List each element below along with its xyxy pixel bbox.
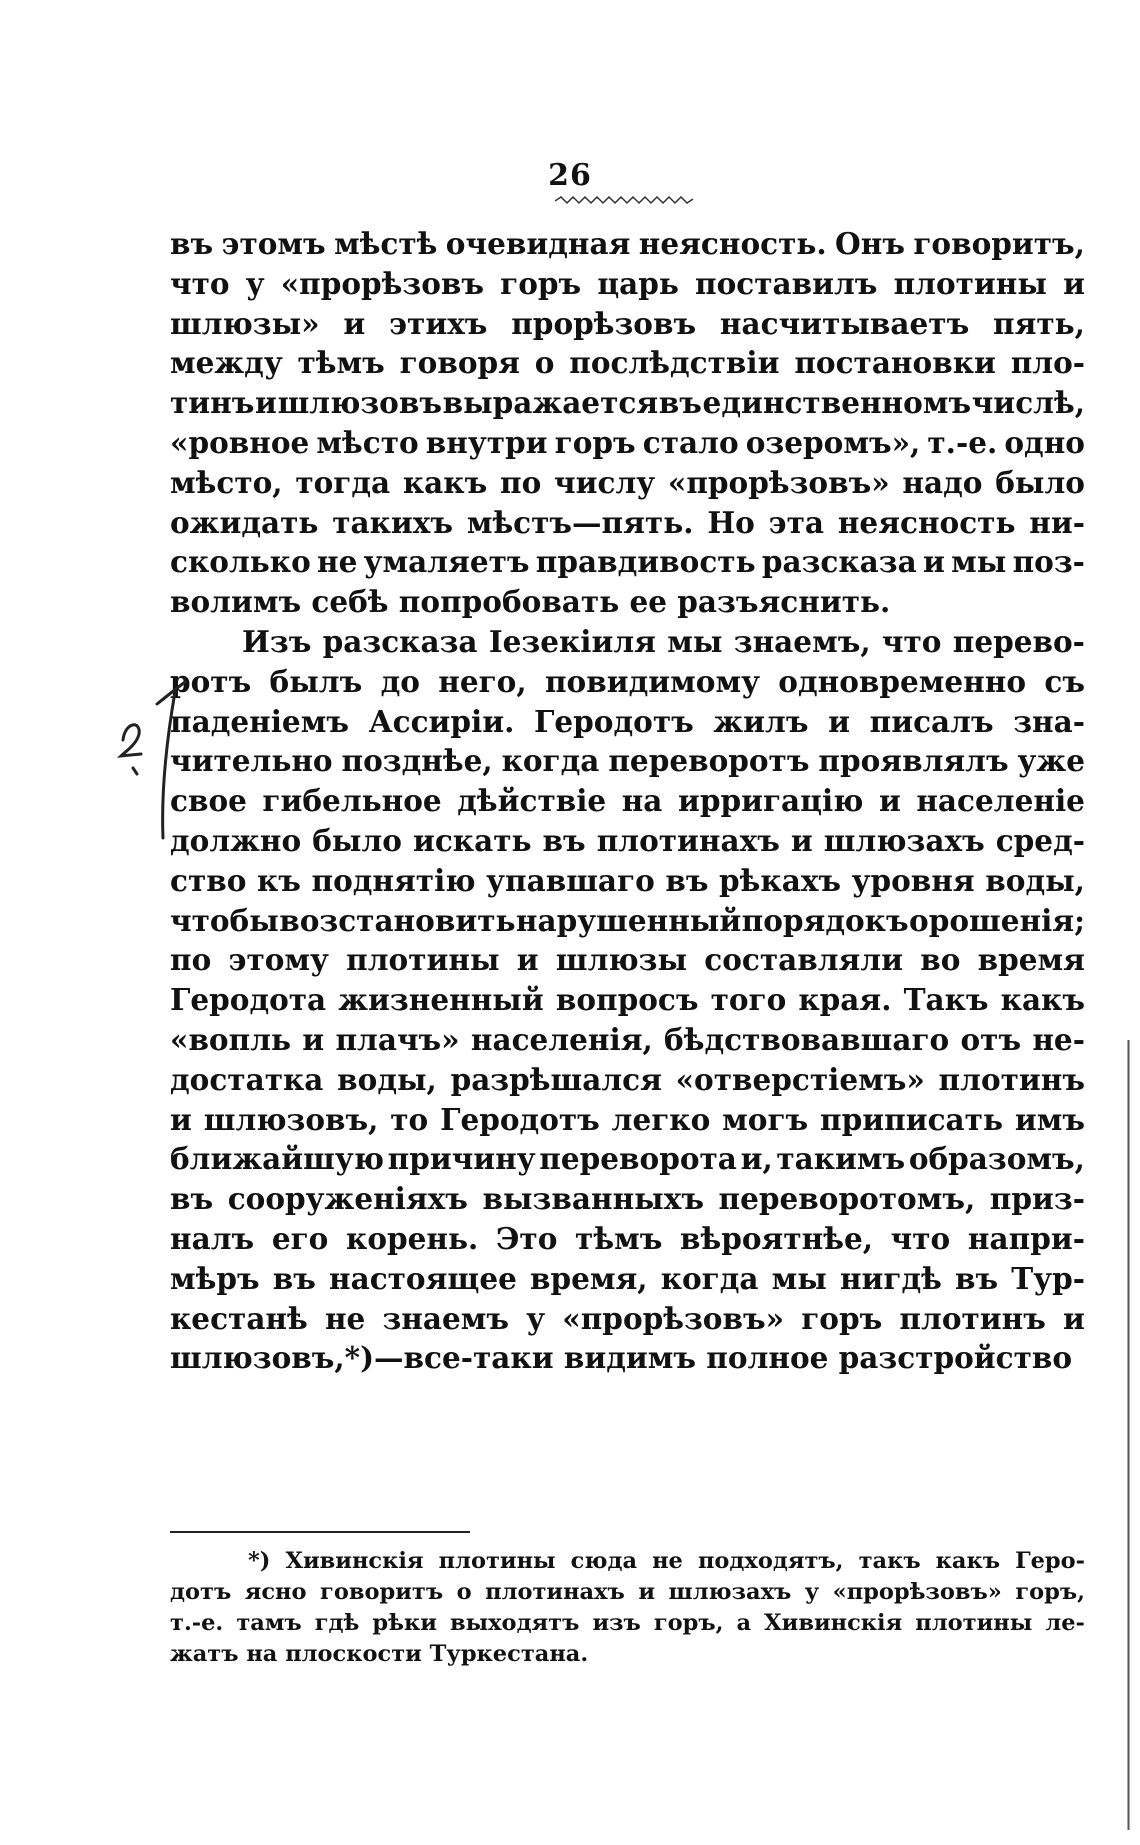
text-line: мѣръ въ настоящее время, когда мы нигдѣ въ Тур- (170, 1260, 1085, 1296)
text-line: шлюзовъ,*)—все-таки видимъ полное разстройство (170, 1340, 1073, 1376)
text-line: что у «прорѣзовъ горъ царь поставилъ плотины и (170, 265, 1085, 301)
text-line: ближайшую причину переворота и, такимъ образомъ, (170, 1141, 1085, 1177)
text-line: Изъ разсказа Іезекіиля мы знаемъ, что перево- (242, 623, 1085, 659)
text-line: въ сооруженіяхъ вызванныхъ переворотомъ, приз- (170, 1181, 1085, 1217)
text-line: Геродота жизненный вопросъ того края. Такъ какъ (170, 982, 1085, 1018)
text-line: паденіемъ Ассиріи. Геродотъ жилъ и писалъ зна- (170, 703, 1085, 739)
text-line: тинъ и шлюзовъ выражается въ единственномъ числѣ, (170, 385, 1085, 421)
text-line: и шлюзовъ, то Геродотъ легко могъ приписать имъ (170, 1101, 1085, 1137)
page-number-ornament (555, 196, 695, 206)
text-line: чительно позднѣе, когда переворотъ проявлялъ уже (170, 743, 1085, 779)
body-text (170, 224, 1085, 1378)
text-line: «вопль и плачъ» населенія, бѣдствовавшаго отъ не- (170, 1021, 1085, 1057)
text-line: между тѣмъ говоря о послѣдствіи постановки пло- (170, 345, 1085, 381)
text-line: въ этомъ мѣстѣ очевидная неясность. Онъ говоритъ, (170, 226, 1085, 261)
footnote-divider (170, 1531, 470, 1533)
footnote-line: жатъ на плоскости Туркестана. (170, 1641, 589, 1667)
footnote-line: *) Хивинскія плотины сюда не подходятъ, такъ какъ Геро- (248, 1548, 1085, 1574)
footnote (170, 1546, 1085, 1670)
text-line: достатка воды, разрѣшался «отверстіемъ» плотинъ (170, 1061, 1085, 1097)
text-line: по этому плотины и шлюзы составляли во время (170, 942, 1085, 978)
text-line: шлюзы» и этихъ прорѣзовъ насчитываетъ пять, (170, 305, 1085, 341)
text-line: ство къ поднятію упавшаго въ рѣкахъ уровня воды, (170, 862, 1085, 898)
text-line: сколько не умаляетъ правдивость разсказа и мы поз- (170, 544, 1085, 580)
text-line: должно было искать въ плотинахъ и шлюзахъ сред- (170, 822, 1085, 858)
handwritten-margin-note (115, 678, 190, 848)
page-edge-mark (1127, 1040, 1130, 1830)
text-line: ротъ былъ до него, повидимому одновременно съ (170, 663, 1085, 699)
text-line: налъ его корень. Это тѣмъ вѣроятнѣе, что напри- (170, 1220, 1085, 1256)
footnote-line: дотъ ясно говоритъ о плотинахъ и шлюзахъ у «прорѣзовъ» горъ, (170, 1579, 1085, 1605)
text-line: «ровное мѣсто внутри горъ стало озеромъ», т.-е. одно (170, 424, 1085, 460)
text-line: мѣсто, тогда какъ по числу «прорѣзовъ» надо было (170, 464, 1085, 500)
text-line: чтобы возстановить нарушенный порядокъ орошенія; (170, 902, 1085, 938)
text-line: кестанѣ не знаемъ у «прорѣзовъ» горъ плотинъ и (170, 1300, 1085, 1336)
text-line: ожидать такихъ мѣстъ—пять. Но эта неясность ни- (170, 504, 1085, 540)
text-line: свое гибельное дѣйствіе на ирригацію и населеніе (170, 783, 1085, 819)
footnote-line: т.-е. тамъ гдѣ рѣки выходятъ изъ горъ, а Хивинскія плотины ле- (170, 1610, 1085, 1636)
text-line: волимъ себѣ попробовать ее разъяснить. (170, 584, 891, 620)
page-number: 26 (548, 158, 592, 193)
